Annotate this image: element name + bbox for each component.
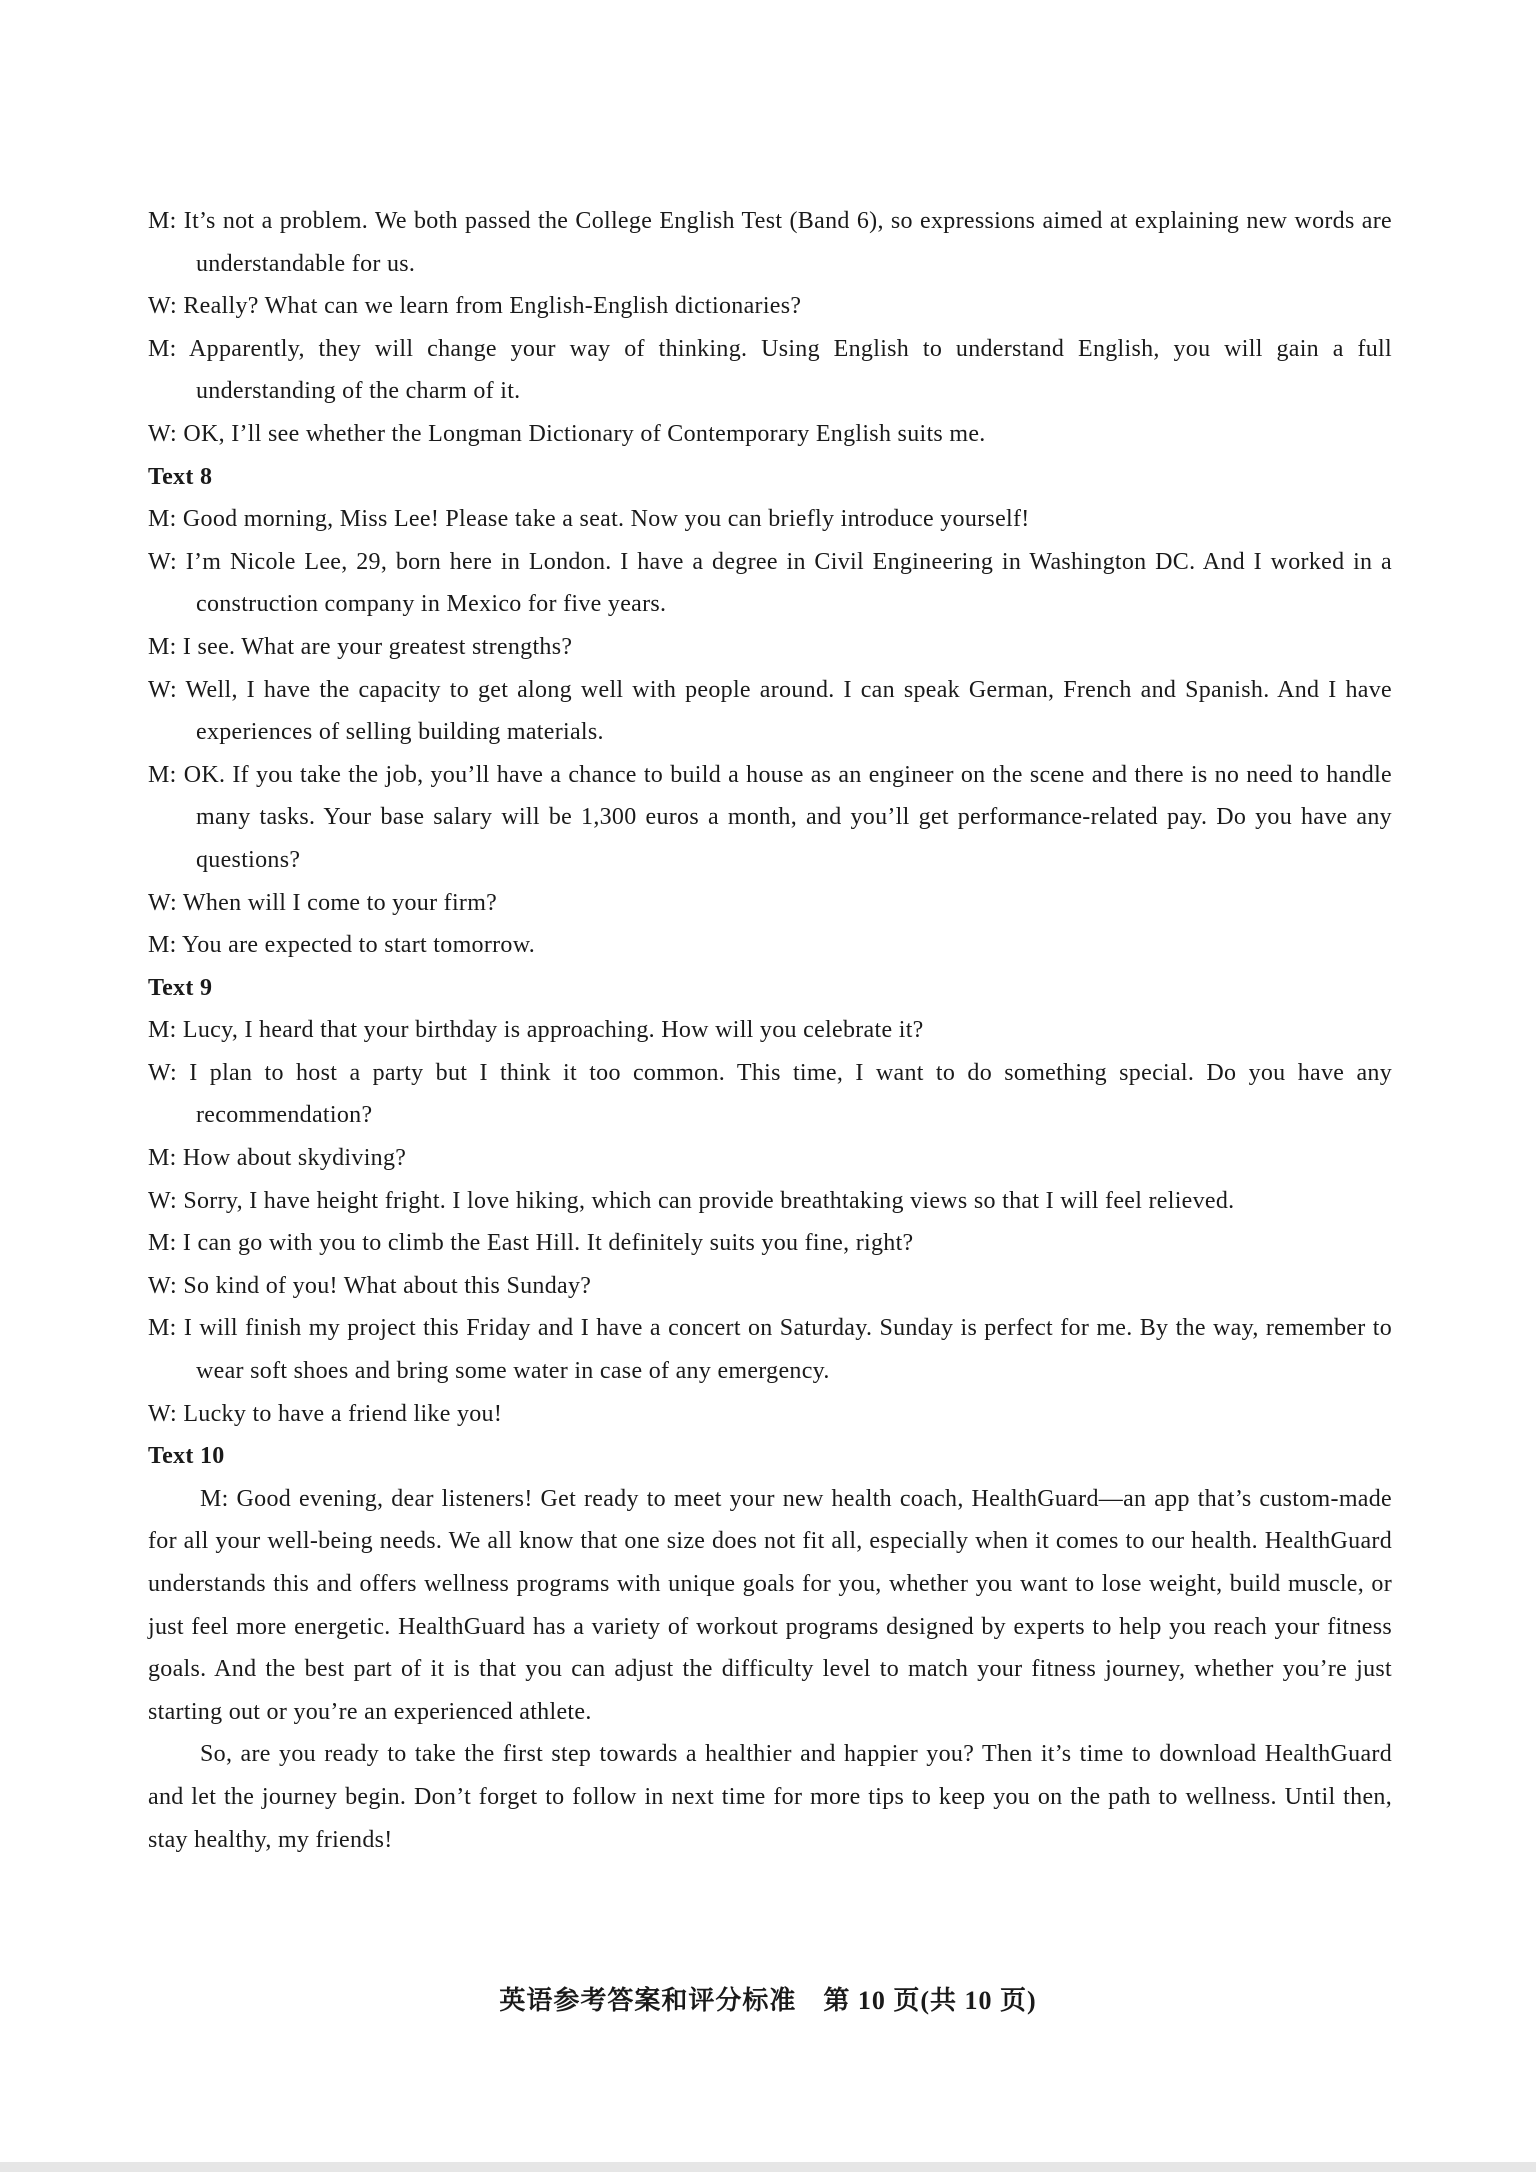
dialogue-turn: W: OK, I’ll see whether the Longman Dictionary of Contemporary English suits me. [148,420,986,447]
dialogue-turn: W: So kind of you! What about this Sunday? [148,1272,592,1299]
monologue-paragraph: So, are you ready to take the first step towards a healthier and happier you? Then it’s time to download HealthGuard and let the journey begin. Don’t forget to follow in next time for more tips to keep you on the path to wellness. Until then, stay healthy, my friends! [148,1741,1392,1853]
dialogue-turn: M: I will finish my project this Friday and I have a concert on Saturday. Sunday is perfect for me. By the way, remember to wear soft shoes and bring some water in case of any emergency. [148,1315,1392,1385]
section-heading-text-8: Text 8 [148,463,213,490]
dialogue-turn: W: Sorry, I have height fright. I love hiking, which can provide breathtaking views so that I will feel relieved. [148,1187,1235,1214]
dialogue-turn: W: Really? What can we learn from English-English dictionaries? [148,293,802,320]
dialogue-turn: M: How about skydiving? [148,1145,407,1172]
dialogue-turn: M: I can go with you to climb the East Hill. It definitely suits you fine, right? [148,1230,914,1257]
section-heading-text-9: Text 9 [148,974,213,1001]
dialogue-turn: M: OK. If you take the job, you’ll have a chance to build a house as an engineer on the scene and there is no need to handle many tasks. Your base salary will be 1,300 euros a month, and you’ll get performance-related pay. Do you have any questions? [148,761,1392,873]
scan-edge [0,2162,1536,2172]
dialogue-turn: W: I plan to host a party but I think it too common. This time, I want to do something special. Do you have any recommendation? [148,1059,1392,1129]
dialogue-turn: M: Apparently, they will change your way of thinking. Using English to understand English, you will gain a full understanding of the charm of it. [148,335,1392,405]
dialogue-turn: W: Well, I have the capacity to get along well with people around. I can speak German, French and Spanish. And I have experiences of selling building materials. [148,676,1392,746]
monologue-paragraph: M: Good evening, dear listeners! Get ready to meet your new health coach, HealthGuard—an app that’s custom-made for all your well-being needs. We all know that one size does not fit all, especially when it comes to our health. HealthGuard understands this and offers wellness programs with unique goals for you, whether you want to lose weight, build muscle, or just feel more energetic. HealthGuard has a variety of workout programs designed by experts to help you reach your fitness goals. And the best part of it is that you can adjust the difficulty level to match your fitness journey, whether you’re just starting out or you’re an experienced athlete. [148,1485,1392,1725]
dialogue-turn: W: When will I come to your firm? [148,889,498,916]
dialogue-turn: W: I’m Nicole Lee, 29, born here in London. I have a degree in Civil Engineering in Washington DC. And I worked in a construction company in Mexico for five years. [148,548,1392,618]
dialogue-turn: M: I see. What are your greatest strengths? [148,633,573,660]
dialogue-turn: M: It’s not a problem. We both passed the College English Test (Band 6), so expressions aimed at explaining new words are understandable for us. [148,208,1392,277]
page-footer: 英语参考答案和评分标准 第 10 页(共 10 页) [499,1986,1037,2015]
dialogue-turn: M: Good morning, Miss Lee! Please take a seat. Now you can briefly introduce yourself! [148,506,1030,533]
dialogue-turn: W: Lucky to have a friend like you! [148,1400,503,1427]
transcript-body [148,200,1392,1861]
dialogue-turn: M: Lucy, I heard that your birthday is approaching. How will you celebrate it? [148,1017,924,1044]
section-heading-text-10: Text 10 [148,1443,225,1470]
dialogue-turn: M: You are expected to start tomorrow. [148,932,536,959]
